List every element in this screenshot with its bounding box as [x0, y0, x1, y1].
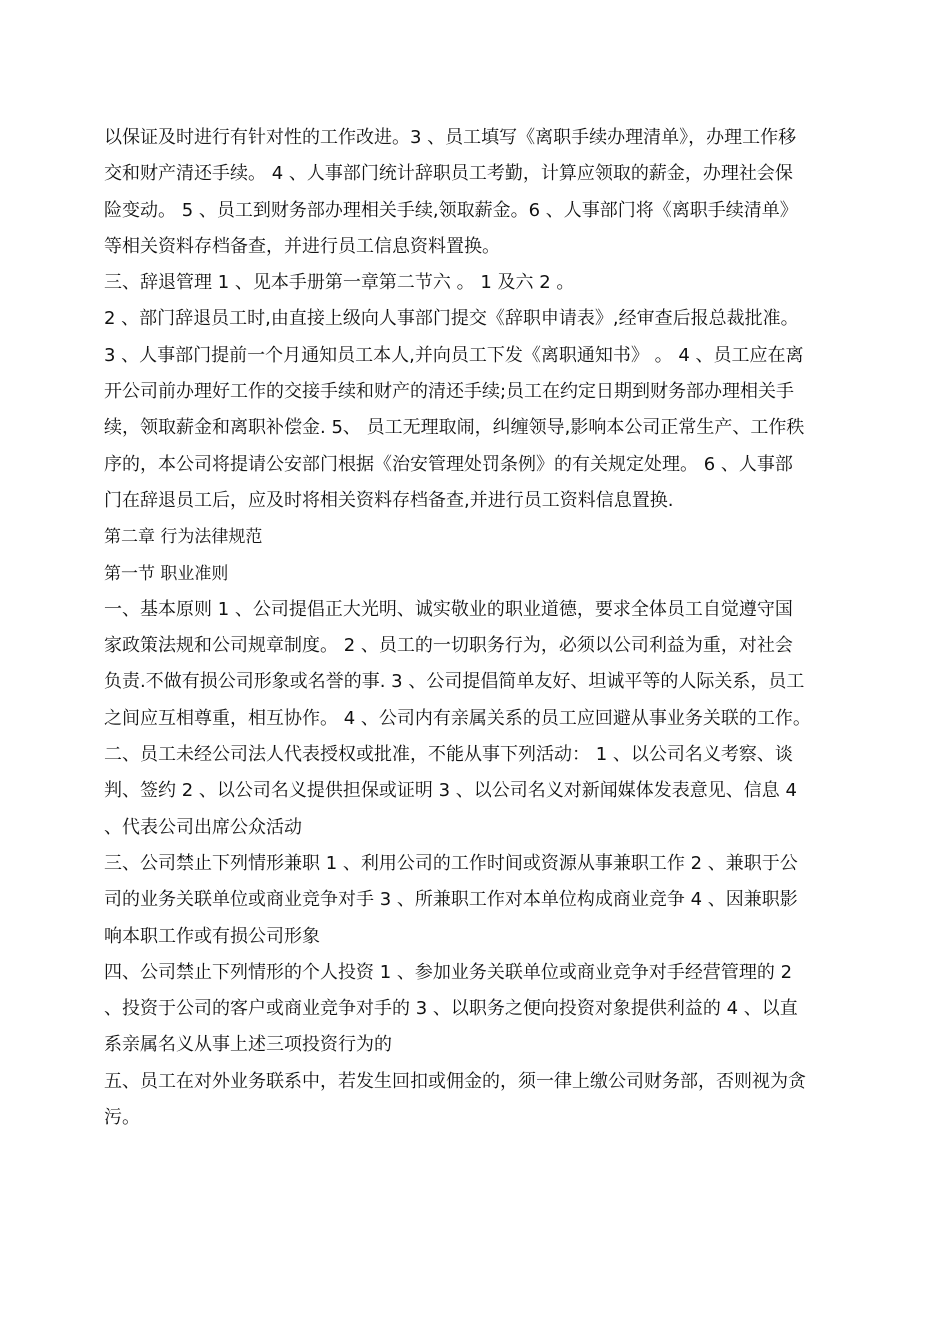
text-line: 一、基本原则 1 、公司提倡正大光明、诚实敬业的职业道德，要求全体员工自觉遵守国 [104, 598, 793, 620]
text-line: 续，领取薪金和离职补偿金. 5、 员工无理取闹，纠缠领导,影响本公司正常生产、工作秩 [104, 417, 805, 439]
text-line: 二、员工未经公司法人代表授权或批准，不能从事下列活动： 1 、以公司名义考察、谈 [104, 744, 793, 766]
document-body [104, 120, 844, 1136]
text-line: 之间应互相尊重，相互协作。 4 、公司内有亲属关系的员工应回避从事业务关联的工作。 [104, 707, 811, 729]
text-line: 以保证及时进行有针对性的工作改进。3 、员工填写《离职手续办理清单》，办理工作移 [104, 127, 797, 148]
text-line: 系亲属名义从事上述三项投资行为的 [104, 1034, 392, 1056]
text-line: 3 、人事部门提前一个月通知员工本人,并向员工下发《离职通知书》 。 4 、员工应在离 [104, 344, 804, 366]
text-line: 2 、部门辞退员工时,由直接上级向人事部门提交《辞职申请表》,经审查后报总裁批准。 [104, 308, 799, 330]
text-line: 家政策法规和公司规章制度。 2 、员工的一切职务行为，必须以公司利益为重，对社会 [104, 635, 793, 657]
chapter-title: 第二章 行为法律规范 [104, 527, 263, 548]
section-title: 第一节 职业准则 [104, 563, 229, 584]
text-line: 判、签约 2 、以公司名义提供担保或证明 3 、以公司名义对新闻媒体发表意见、信息 4 [104, 780, 797, 802]
text-line: 响本职工作或有损公司形象 [104, 925, 320, 947]
text-line: 门在辞退员工后，应及时将相关资料存档备查,并进行员工资料信息置换. [104, 489, 674, 511]
text-line: 三、公司禁止下列情形兼职 1 、利用公司的工作时间或资源从事兼职工作 2 、兼职于公 [104, 852, 798, 874]
text-line: 污。 [104, 1107, 140, 1129]
text-line: 交和财产清还手续。 4 、人事部门统计辞职员工考勤，计算应领取的薪金，办理社会保 [104, 163, 793, 185]
text-line: 五、员工在对外业务联系中，若发生回扣或佣金的，须一律上缴公司财务部，否则视为贪 [104, 1070, 806, 1092]
text-line: 、代表公司出席公众活动 [104, 816, 302, 838]
text-line: 负责.不做有损公司形象或名誉的事. 3 、公司提倡简单友好、坦诚平等的人际关系，员工 [104, 671, 805, 693]
text-line: 、投资于公司的客户或商业竞争对手的 3 、以职务之便向投资对象提供利益的 4 、以直 [104, 998, 798, 1020]
text-line: 开公司前办理好工作的交接手续和财产的清还手续;员工在约定日期到财务部办理相关手 [104, 381, 795, 403]
text-line: 等相关资料存档备查，并进行员工信息资料置换。 [104, 235, 500, 257]
text-line: 险变动。 5 、员工到财务部办理相关手续,领取薪金。6 、人事部门将《离职手续清单》 [104, 199, 798, 221]
text-line: 序的，本公司将提请公安部门根据《治安管理处罚条例》的有关规定处理。 6 、人事部 [104, 453, 793, 475]
text-line: 司的业务关联单位或商业竞争对手 3 、所兼职工作对本单位构成商业竞争 4 、因兼职影 [104, 889, 798, 911]
section-heading: 三、辞退管理 1 、见本手册第一章第二节六 。 1 及六 2 。 [104, 272, 575, 294]
text-line: 四、公司禁止下列情形的个人投资 1 、参加业务关联单位或商业竞争对手经营管理的 2 [104, 961, 793, 983]
